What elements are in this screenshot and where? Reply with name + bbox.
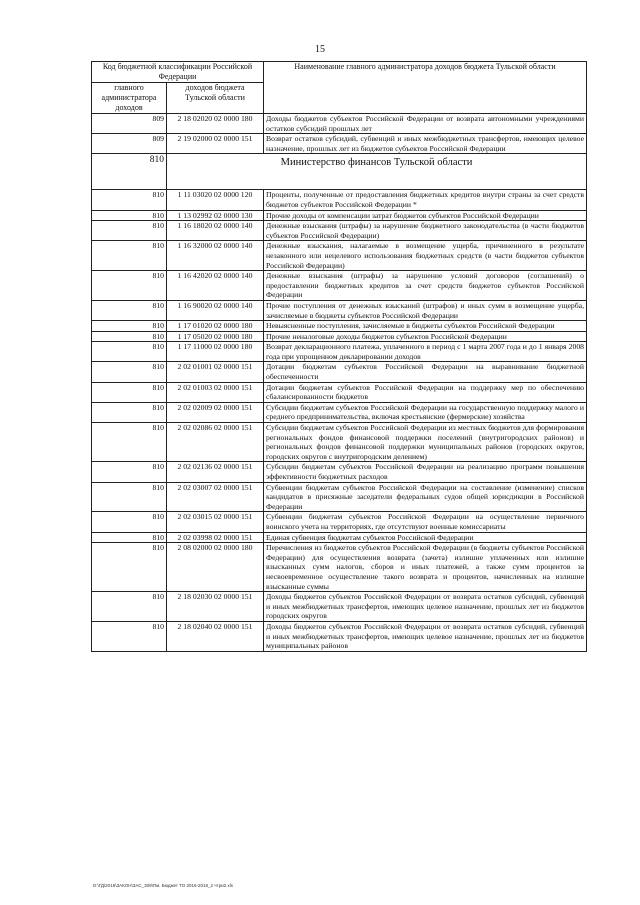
footer-file-path: D:\ГД\2016\ЗАКОН\ЗАС_309\Пм. Бюджет ТО 2016-2018_2 чтри2.xls bbox=[93, 883, 233, 888]
header-name-column: Наименование главного администратора доходов бюджета Тульской области bbox=[264, 62, 587, 114]
income-name-cell: Дотации бюджетам субъектов Российской Федерации на поддержку мер по обеспечению сбалансированности бюджетов bbox=[264, 382, 587, 402]
admin-code-cell: 810 bbox=[92, 210, 167, 221]
admin-code-cell: 810 bbox=[92, 512, 167, 532]
table-row bbox=[92, 221, 587, 241]
admin-code-cell: 809 bbox=[92, 114, 167, 134]
income-name-cell: Доходы бюджетов субъектов Российской Федерации от возврата автономными учреждениями остатков субсидий прошлых лет bbox=[264, 114, 587, 134]
admin-code-cell: 810 bbox=[92, 271, 167, 301]
admin-code-cell: 810 bbox=[92, 543, 167, 592]
table-row bbox=[92, 621, 587, 651]
table-row bbox=[92, 592, 587, 622]
income-code-cell: 1 16 32000 02 0000 140 bbox=[167, 241, 264, 271]
admin-code-cell: 810 bbox=[92, 321, 167, 332]
rows-after-section bbox=[92, 190, 587, 651]
income-code-cell: 2 02 03998 02 0000 151 bbox=[167, 532, 264, 543]
admin-code-cell: 810 bbox=[92, 532, 167, 543]
income-code-cell: 2 02 01003 02 0000 151 bbox=[167, 382, 264, 402]
income-code-cell: 2 18 02020 02 0000 180 bbox=[167, 114, 264, 134]
income-code-cell: 2 18 02030 02 0000 151 bbox=[167, 592, 264, 622]
admin-code-cell: 810 bbox=[92, 241, 167, 271]
income-name-cell: Возврат декларационного платежа, уплаченного в период с 1 марта 2007 года и до 1 января 2008 года при упрощенном декларировании доходов bbox=[264, 342, 587, 362]
table-row bbox=[92, 331, 587, 342]
table-row bbox=[92, 271, 587, 301]
section-row bbox=[92, 154, 587, 190]
income-name-cell: Доходы бюджетов субъектов Российской Федерации от возврата остатков субсидий, субвенций и иных межбюджетных трансфертов, имеющих целевое назначение, прошлых лет из бюджетов муниципальных районов bbox=[264, 621, 587, 651]
income-name-cell: Денежные взыскания (штрафы) за нарушение бюджетного законодательства (в части бюджетов субъектов Российской Федерации) bbox=[264, 221, 587, 241]
table-row bbox=[92, 462, 587, 482]
income-code-cell: 1 17 05020 02 0000 180 bbox=[167, 331, 264, 342]
income-code-cell: 1 16 42020 02 0000 140 bbox=[167, 271, 264, 301]
income-code-cell: 2 19 02000 02 0000 151 bbox=[167, 134, 264, 154]
table-row bbox=[92, 512, 587, 532]
header-income-column: доходов бюджета Тульской области bbox=[167, 83, 264, 114]
income-code-cell: 1 13 02992 02 0000 130 bbox=[167, 210, 264, 221]
table-row bbox=[92, 402, 587, 422]
table-row bbox=[92, 300, 587, 320]
admin-code-cell: 810 bbox=[92, 300, 167, 320]
income-code-cell: 2 02 02136 02 0000 151 bbox=[167, 462, 264, 482]
income-code-cell: 2 02 03015 02 0000 151 bbox=[167, 512, 264, 532]
budget-classification-table bbox=[91, 61, 587, 652]
section-title: Министерство финансов Тульской области bbox=[167, 154, 587, 190]
table-row bbox=[92, 190, 587, 210]
table-row bbox=[92, 362, 587, 382]
header-code-group: Код бюджетной классификации Российской Федерации bbox=[92, 62, 264, 83]
admin-code-cell: 810 bbox=[92, 221, 167, 241]
income-name-cell: Денежные взыскания, налагаемые в возмещение ущерба, причиненного в результате незаконного или нецелевого использования бюджетных средств (в части бюджетов субъектов Российской Федерации) bbox=[264, 241, 587, 271]
table-row bbox=[92, 241, 587, 271]
income-name-cell: Субвенции бюджетам субъектов Российской Федерации на осуществление первичного воинского учета на территориях, где отсутствуют военные комиссариаты bbox=[264, 512, 587, 532]
page-number: 15 bbox=[315, 44, 325, 55]
table-row bbox=[92, 134, 587, 154]
income-code-cell: 1 17 11000 02 0000 180 bbox=[167, 342, 264, 362]
income-code-cell: 2 18 02040 02 0000 151 bbox=[167, 621, 264, 651]
table-row bbox=[92, 114, 587, 134]
admin-code-cell: 810 bbox=[92, 592, 167, 622]
admin-code-cell: 810 bbox=[92, 331, 167, 342]
income-code-cell: 2 02 03007 02 0000 151 bbox=[167, 482, 264, 512]
admin-code-cell: 809 bbox=[92, 134, 167, 154]
table-row bbox=[92, 543, 587, 592]
admin-code-cell: 810 bbox=[92, 462, 167, 482]
table-row bbox=[92, 423, 587, 462]
table-row bbox=[92, 532, 587, 543]
income-name-cell: Субсидии бюджетам субъектов Российской Федерации из местных бюджетов для формирования региональных фондов финансовой поддержки поселений (внутригородских районов) и региональных фондов финансовой поддержки муниципальных районов (городских округов, городских округов с внутригородским делением) bbox=[264, 423, 587, 462]
income-name-cell: Прочие неналоговые доходы бюджетов субъектов Российской Федерации bbox=[264, 331, 587, 342]
income-code-cell: 1 17 01020 02 0000 180 bbox=[167, 321, 264, 332]
income-name-cell: Невыясненные поступления, зачисляемые в бюджеты субъектов Российской Федерации bbox=[264, 321, 587, 332]
income-code-cell: 1 16 18020 02 0000 140 bbox=[167, 221, 264, 241]
table-row bbox=[92, 321, 587, 332]
table-row bbox=[92, 382, 587, 402]
income-code-cell: 1 16 90020 02 0000 140 bbox=[167, 300, 264, 320]
table-row bbox=[92, 482, 587, 512]
income-name-cell: Перечисления из бюджетов субъектов Российской Федерации (в бюджеты субъектов Российской Федерации) для осуществления возврата (зачета) излишне уплаченных или излишне взысканных сумм налогов, сборов и иных платежей, а также сумм процентов за несвоевременное осуществление такого возврата и процентов, начисленных на излишне взысканные суммы bbox=[264, 543, 587, 592]
admin-code-cell: 810 bbox=[92, 423, 167, 462]
admin-code-cell: 810 bbox=[92, 621, 167, 651]
income-code-cell: 2 02 01001 02 0000 151 bbox=[167, 362, 264, 382]
income-name-cell: Субсидии бюджетам субъектов Российской Федерации на государственную поддержку малого и среднего предпринимательства, включая крестьянские (фермерские) хозяйства bbox=[264, 402, 587, 422]
table-header bbox=[92, 62, 587, 114]
income-name-cell: Проценты, полученные от предоставления бюджетных кредитов внутри страны за счет средств бюджетов субъектов Российской Федерации * bbox=[264, 190, 587, 210]
admin-code-cell: 810 bbox=[92, 190, 167, 210]
income-code-cell: 2 02 02009 02 0000 151 bbox=[167, 402, 264, 422]
income-name-cell: Единая субвенция бюджетам субъектов Российской Федерации bbox=[264, 532, 587, 543]
income-name-cell: Дотации бюджетам субъектов Российской Федерации на выравнивание бюджетной обеспеченности bbox=[264, 362, 587, 382]
admin-code-cell: 810 bbox=[92, 482, 167, 512]
section-admin-code: 810 bbox=[92, 154, 167, 190]
admin-code-cell: 810 bbox=[92, 362, 167, 382]
admin-code-cell: 810 bbox=[92, 342, 167, 362]
table-row bbox=[92, 210, 587, 221]
rows-before-section bbox=[92, 114, 587, 154]
income-name-cell: Денежные взыскания (штрафы) за нарушение условий договоров (соглашений) о предоставлении бюджетных кредитов за счет средств бюджетов субъектов Российской Федерации bbox=[264, 271, 587, 301]
income-name-cell: Субсидии бюджетам субъектов Российской Федерации на реализацию программ повышения эффективности бюджетных расходов bbox=[264, 462, 587, 482]
admin-code-cell: 810 bbox=[92, 382, 167, 402]
income-name-cell: Прочие поступления от денежных взысканий (штрафов) и иных сумм в возмещение ущерба, зачисляемые в бюджеты субъектов Российской Федерации bbox=[264, 300, 587, 320]
section-header bbox=[92, 154, 587, 190]
income-code-cell: 2 08 02000 02 0000 180 bbox=[167, 543, 264, 592]
table-row bbox=[92, 342, 587, 362]
income-code-cell: 1 11 03020 02 0000 120 bbox=[167, 190, 264, 210]
income-name-cell: Доходы бюджетов субъектов Российской Федерации от возврата остатков субсидий, субвенций и иных межбюджетных трансфертов, имеющих целевое назначение, прошлых лет из бюджетов городских округов bbox=[264, 592, 587, 622]
header-admin-column: главного администратора доходов bbox=[92, 83, 167, 114]
income-name-cell: Субвенции бюджетам субъектов Российской Федерации на составление (изменение) списков кандидатов в присяжные заседатели федеральных судов общей юрисдикции в Российской Федерации bbox=[264, 482, 587, 512]
income-name-cell: Возврат остатков субсидий, субвенций и иных межбюджетных трансфертов, имеющих целевое назначение, прошлых лет из бюджетов субъектов Российской Федерации bbox=[264, 134, 587, 154]
income-code-cell: 2 02 02086 02 0000 151 bbox=[167, 423, 264, 462]
income-name-cell: Прочие доходы от компенсации затрат бюджетов субъектов Российской Федерации bbox=[264, 210, 587, 221]
admin-code-cell: 810 bbox=[92, 402, 167, 422]
